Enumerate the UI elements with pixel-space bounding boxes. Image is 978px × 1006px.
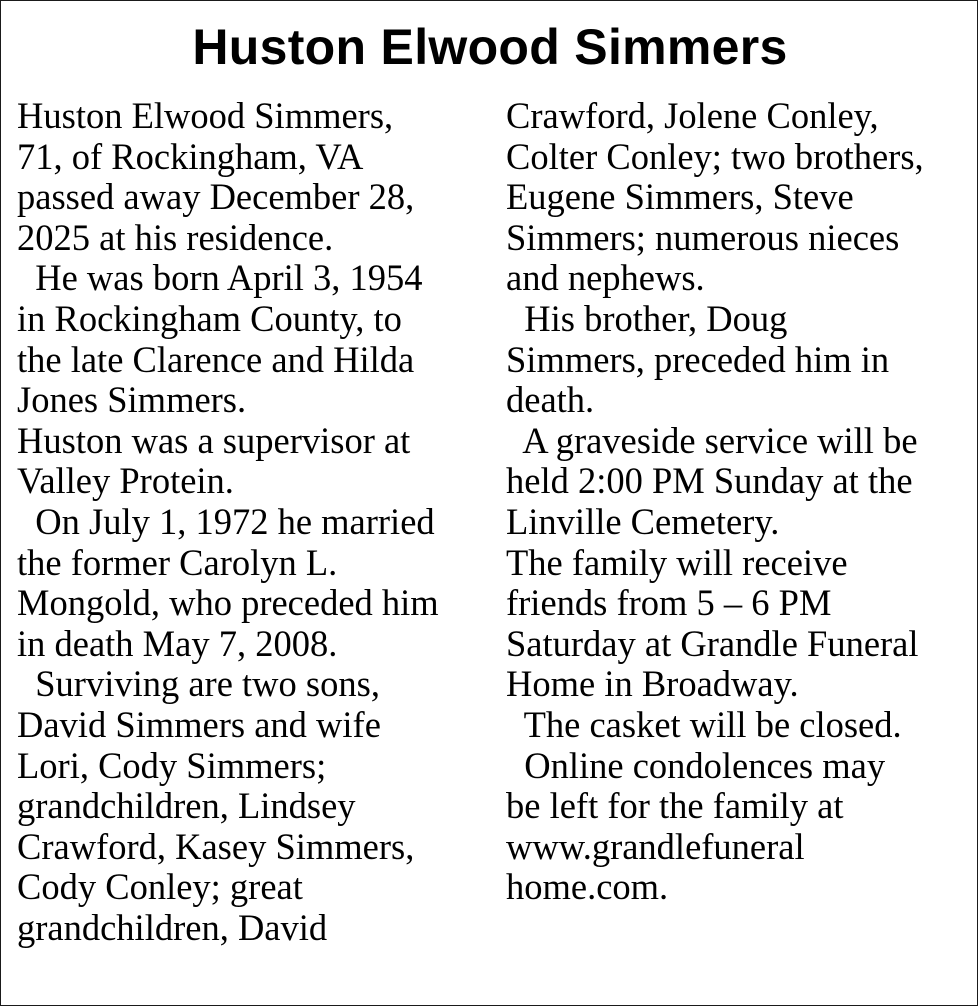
text-line: held 2:00 PM Sunday at the [506, 460, 913, 502]
right-column [506, 96, 976, 908]
text-line: Cody Conley; great [17, 866, 303, 908]
text-line: The family will receive [506, 541, 848, 583]
text-line: A graveside service will be [506, 419, 918, 461]
text-line: www.grandlefuneral [506, 825, 805, 867]
text-line: in death May 7, 2008. [17, 622, 338, 664]
text-line: the former Carolyn L. [17, 541, 338, 583]
text-line: 71, of Rockingham, VA [17, 135, 364, 177]
text-line: David Simmers and wife [17, 703, 381, 745]
text-line: Simmers, preceded him in [506, 338, 890, 380]
text-line: Crawford, Kasey Simmers, [17, 825, 415, 867]
text-line: Huston Elwood Simmers, [17, 95, 394, 136]
text-line: He was born April 3, 1954 [17, 257, 423, 299]
text-line: be left for the family at [506, 785, 844, 827]
text-line: 2025 at his residence. [17, 216, 334, 258]
text-line: Eugene Simmers, Steve [506, 176, 854, 218]
text-line: in Rockingham County, to [17, 297, 402, 339]
text-line: Home in Broadway. [506, 663, 799, 705]
text-line: Valley Protein. [17, 460, 234, 502]
text-line: Lori, Cody Simmers; [17, 744, 327, 786]
text-line: grandchildren, Lindsey [17, 785, 356, 827]
text-line: Online condolences may [506, 744, 886, 786]
text-line: grandchildren, David [17, 906, 328, 948]
text-line: Mongold, who preceded him [17, 582, 439, 624]
text-line: Jones Simmers. [17, 379, 247, 421]
obituary-title: Huston Elwood Simmers [192, 19, 788, 75]
text-line: His brother, Doug [506, 297, 788, 339]
text-line: Simmers; numerous nieces [506, 216, 900, 258]
text-line: death. [506, 379, 595, 421]
text-line: friends from 5 – 6 PM [506, 582, 832, 624]
text-line: home.com. [506, 866, 669, 908]
text-line: The casket will be closed. [506, 703, 902, 745]
text-line: Crawford, Jolene Conley, [506, 95, 879, 136]
text-line: the late Clarence and Hilda [17, 338, 415, 380]
text-line: Surviving are two sons, [17, 663, 380, 705]
text-line: Colter Conley; two brothers, [506, 135, 924, 177]
left-column [17, 96, 487, 948]
text-line: Saturday at Grandle Funeral [506, 622, 919, 664]
text-line: Huston was a supervisor at [17, 419, 411, 461]
text-line: passed away December 28, [17, 176, 415, 218]
text-line: On July 1, 1972 he married [17, 500, 435, 542]
text-line: Linville Cemetery. [506, 500, 780, 542]
text-line: and nephews. [506, 257, 705, 299]
